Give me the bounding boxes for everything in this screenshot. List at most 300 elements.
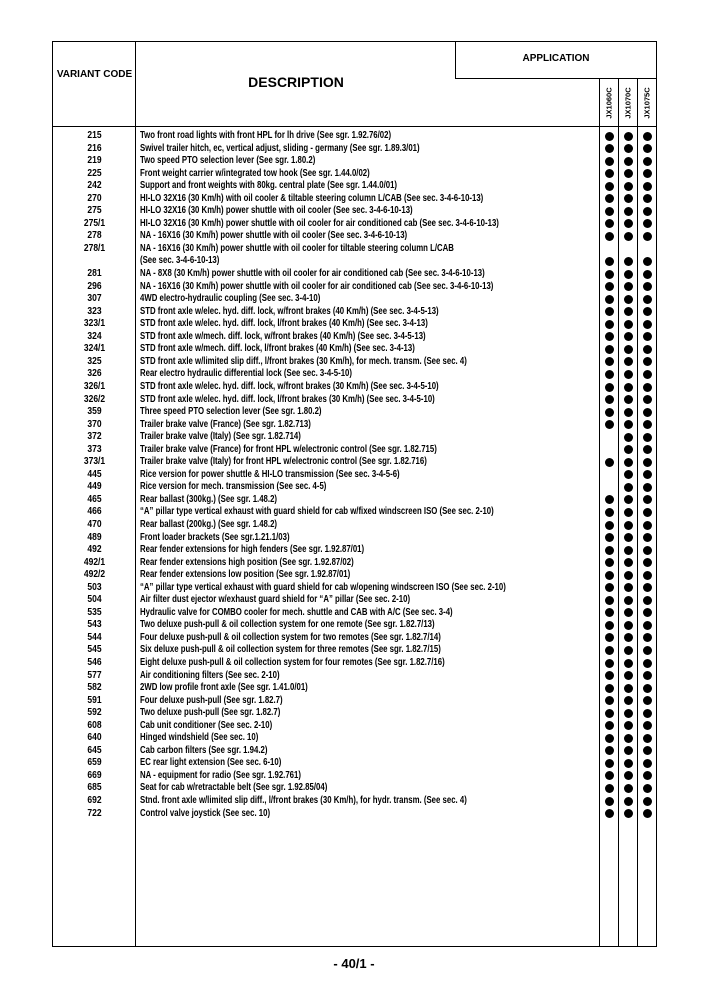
description-text: Support and front weights with 80kg. central plate (See sgr. 1.44.0/01) — [140, 180, 398, 192]
table-row — [53, 168, 658, 181]
table-row — [53, 180, 658, 193]
application-dot-jx1070c — [624, 445, 633, 454]
description-cell — [140, 632, 499, 645]
description-text: Rear electro hydraulic differential lock (See sec. 3-4-5-10) — [140, 368, 352, 380]
table-row — [53, 456, 658, 469]
application-dot-jx1075c — [643, 182, 652, 191]
description-cell — [140, 356, 499, 369]
variant-code: 545 — [87, 644, 102, 656]
description-cell — [140, 318, 499, 331]
application-dot-jx1070c — [624, 307, 633, 316]
application-dot-jx1070c — [624, 734, 633, 743]
description-cell — [140, 343, 499, 356]
application-dot-jx1075c — [643, 621, 652, 630]
description-cell — [140, 205, 499, 218]
application-dot-jx1070c — [624, 809, 633, 818]
application-dot-jx1070c — [624, 633, 633, 642]
variant-code: 278/1 — [83, 242, 106, 254]
application-dot-jx1060c — [605, 219, 614, 228]
table-row — [53, 218, 658, 231]
table-row — [53, 808, 658, 821]
description-text: Cab unit conditioner (See sec. 2-10) — [140, 719, 273, 731]
variant-code: 470 — [87, 518, 102, 530]
application-dot-jx1075c — [643, 395, 652, 404]
variant-code: 489 — [87, 531, 102, 543]
application-dot-jx1075c — [643, 709, 652, 718]
variant-code: 225 — [87, 167, 102, 179]
application-dot-jx1075c — [643, 433, 652, 442]
application-dot-jx1075c — [643, 558, 652, 567]
application-dot-jx1075c — [643, 169, 652, 178]
table-row — [53, 770, 658, 783]
description-cell — [140, 180, 499, 193]
description-cell — [140, 607, 499, 620]
application-dot-jx1075c — [643, 608, 652, 617]
description-text: NA - 16X16 (30 Km/h) power shuttle with oil cooler for tiltable steering column L/CAB — [140, 242, 454, 254]
application-dot-jx1070c — [624, 771, 633, 780]
application-dot-jx1075c — [643, 746, 652, 755]
application-dot-jx1060c — [605, 633, 614, 642]
variant-code-header: VARIANT CODE — [56, 69, 133, 80]
table-row — [53, 582, 658, 595]
application-dot-jx1075c — [643, 571, 652, 580]
variant-code: 504 — [87, 594, 102, 606]
description-text: Rear fender extensions for high fenders (See sgr. 1.92.87/01) — [140, 544, 365, 556]
application-dot-jx1070c — [624, 232, 633, 241]
application-dot-jx1075c — [643, 282, 652, 291]
application-dot-jx1075c — [643, 232, 652, 241]
application-dot-jx1075c — [643, 357, 652, 366]
table-row — [53, 343, 658, 356]
description-text: HI-LO 32X16 (30 Km/h) power shuttle with oil cooler for air conditioned cab (See sec. 3-4-6-10-13) — [140, 217, 499, 229]
variant-code: 270 — [87, 192, 102, 204]
application-dot-jx1070c — [624, 495, 633, 504]
description-cell — [140, 381, 499, 394]
description-text: Stnd. front axle w/limited slip diff., l/front brakes (30 Km/h), for hydr. transm. (See sec. 4) — [140, 795, 467, 806]
table-row — [53, 318, 658, 331]
table-row — [53, 356, 658, 369]
application-dot-jx1070c — [624, 169, 633, 178]
application-dot-jx1070c — [624, 709, 633, 718]
description-cell — [140, 795, 499, 808]
description-cell — [140, 557, 499, 570]
variant-code: 608 — [87, 719, 102, 731]
application-dot-jx1075c — [643, 345, 652, 354]
application-dot-jx1070c — [624, 282, 633, 291]
application-header: APPLICATION — [522, 53, 590, 64]
description-cell — [140, 431, 499, 444]
description-text: Trailer brake valve (Italy) (See sgr. 1.82.714) — [140, 431, 301, 443]
variant-code: 546 — [87, 656, 102, 668]
application-dot-jx1070c — [624, 458, 633, 467]
description-cell — [140, 770, 499, 783]
application-dot-jx1075c — [643, 370, 652, 379]
table-row — [53, 682, 658, 695]
description-cell — [140, 243, 499, 268]
application-dot-jx1070c — [624, 621, 633, 630]
variant-code: 492/2 — [83, 569, 106, 581]
description-cell — [140, 682, 499, 695]
application-dot-jx1075c — [643, 696, 652, 705]
description-cell — [140, 394, 499, 407]
variant-code: 372 — [87, 431, 102, 443]
description-text: STD front axle w/elec. hyd. diff. lock, l/front brakes (40 Km/h) (See sec. 3-4-13) — [140, 318, 428, 330]
description-cell — [140, 130, 499, 143]
application-dot-jx1060c — [605, 546, 614, 555]
table-row — [53, 368, 658, 381]
application-dot-jx1070c — [624, 784, 633, 793]
table-row — [53, 757, 658, 770]
description-text: Rear fender extensions high position (See sgr. 1.92.87/02) — [140, 556, 354, 568]
application-dot-jx1075c — [643, 596, 652, 605]
application-dot-jx1060c — [605, 746, 614, 755]
variant-code: 324/1 — [83, 343, 106, 355]
application-dot-jx1075c — [643, 383, 652, 392]
description-text: EC rear light extension (See sec. 6-10) — [140, 757, 282, 769]
table-row — [53, 795, 658, 808]
application-dot-jx1060c — [605, 784, 614, 793]
application-dot-jx1060c — [605, 659, 614, 668]
application-dot-jx1075c — [643, 721, 652, 730]
application-dot-jx1060c — [605, 508, 614, 517]
variant-code: 669 — [87, 769, 102, 781]
application-dot-jx1060c — [605, 571, 614, 580]
table-row — [53, 381, 658, 394]
description-text: “A” pillar type vertical exhaust with guard shield for cab w/opening windscreen ISO (See sec. 2-10) — [140, 581, 506, 593]
application-dot-jx1070c — [624, 571, 633, 580]
application-dot-jx1070c — [624, 583, 633, 592]
application-dot-jx1060c — [605, 721, 614, 730]
application-dot-jx1060c — [605, 345, 614, 354]
application-dot-jx1060c — [605, 759, 614, 768]
header-separator — [53, 126, 657, 127]
application-dot-jx1060c — [605, 169, 614, 178]
table-row — [53, 469, 658, 482]
description-cell — [140, 732, 499, 745]
variant-code: 543 — [87, 619, 102, 631]
description-text: 2WD low profile front axle (See sgr. 1.41.0/01) — [140, 682, 308, 694]
variant-code: 492 — [87, 544, 102, 556]
table-row — [53, 632, 658, 645]
description-cell — [140, 745, 499, 758]
application-dot-jx1060c — [605, 583, 614, 592]
application-dot-jx1060c — [605, 621, 614, 630]
application-dot-jx1075c — [643, 257, 652, 266]
description-cell — [140, 469, 499, 482]
description-cell — [140, 193, 499, 206]
description-cell — [140, 644, 499, 657]
description-text: Trailer brake valve (France) (See sgr. 1.82.713) — [140, 418, 311, 430]
description-cell — [140, 532, 499, 545]
table-row — [53, 143, 658, 156]
application-dot-jx1070c — [624, 696, 633, 705]
table-row — [53, 619, 658, 632]
description-text: Rear ballast (300kg.) (See sgr. 1.48.2) — [140, 493, 278, 505]
variant-code: 281 — [87, 268, 102, 280]
application-dot-jx1075c — [643, 132, 652, 141]
application-dot-jx1060c — [605, 671, 614, 680]
table-row — [53, 519, 658, 532]
variant-code: 215 — [87, 130, 102, 141]
description-text: STD front axle w/limited slip diff., l/front brakes (30 Km/h), for mech. transm. (See sec. 4) — [140, 355, 467, 367]
description-cell — [140, 720, 499, 733]
application-dot-jx1060c — [605, 370, 614, 379]
table-row — [53, 569, 658, 582]
description-cell — [140, 406, 499, 419]
description-cell — [140, 757, 499, 770]
variant-code: 449 — [87, 481, 102, 493]
application-dot-jx1075c — [643, 470, 652, 479]
table-row — [53, 557, 658, 570]
application-dot-jx1070c — [624, 596, 633, 605]
application-header-underline — [455, 78, 657, 79]
application-dot-jx1060c — [605, 533, 614, 542]
description-text: Two speed PTO selection lever (See sgr. 1.80.2) — [140, 155, 316, 167]
application-dot-jx1075c — [643, 671, 652, 680]
application-dot-jx1075c — [643, 483, 652, 492]
table-row — [53, 657, 658, 670]
variant-code: 323/1 — [83, 318, 106, 330]
table-row — [53, 406, 658, 419]
application-dot-jx1075c — [643, 320, 652, 329]
table-row — [53, 281, 658, 294]
application-dot-jx1070c — [624, 433, 633, 442]
model-header-1: JX1060C — [604, 87, 614, 119]
variant-code: 296 — [87, 280, 102, 292]
application-dot-jx1075c — [643, 684, 652, 693]
description-text: Trailer brake valve (France) for front HPL w/electronic control (See sgr. 1.82.715) — [140, 443, 437, 455]
table-row — [53, 732, 658, 745]
application-dot-jx1060c — [605, 646, 614, 655]
application-dot-jx1070c — [624, 546, 633, 555]
application-dot-jx1070c — [624, 207, 633, 216]
table-row — [53, 205, 658, 218]
application-dot-jx1060c — [605, 420, 614, 429]
application-dot-jx1070c — [624, 395, 633, 404]
application-dot-jx1070c — [624, 521, 633, 530]
description-header: DESCRIPTION — [248, 74, 344, 90]
application-dot-jx1060c — [605, 157, 614, 166]
table-row — [53, 193, 658, 206]
application-dot-jx1070c — [624, 194, 633, 203]
application-dot-jx1060c — [605, 182, 614, 191]
application-dot-jx1075c — [643, 194, 652, 203]
application-dot-jx1070c — [624, 320, 633, 329]
description-cell — [140, 331, 499, 344]
application-dot-jx1070c — [624, 370, 633, 379]
application-dot-jx1060c — [605, 282, 614, 291]
description-text: Rice version for power shuttle & HI-LO transmission (See sec. 3-4-5-6) — [140, 468, 400, 480]
application-dot-jx1075c — [643, 533, 652, 542]
description-text: Two deluxe push-pull (See sgr. 1.82.7) — [140, 707, 281, 719]
description-cell — [140, 368, 499, 381]
table-row — [53, 494, 658, 507]
description-cell — [140, 519, 499, 532]
table-row — [53, 506, 658, 519]
application-dot-jx1060c — [605, 320, 614, 329]
application-dot-jx1075c — [643, 508, 652, 517]
application-dot-jx1075c — [643, 771, 652, 780]
application-dot-jx1060c — [605, 132, 614, 141]
description-cell — [140, 456, 499, 469]
description-text: Rice version for mech. transmission (See sec. 4-5) — [140, 481, 327, 493]
application-dot-jx1075c — [643, 445, 652, 454]
table-row — [53, 155, 658, 168]
description-cell — [140, 444, 499, 457]
application-dot-jx1075c — [643, 157, 652, 166]
table-row — [53, 306, 658, 319]
variant-code: 323 — [87, 305, 102, 317]
description-cell — [140, 619, 499, 632]
application-dot-jx1075c — [643, 583, 652, 592]
description-cell — [140, 281, 499, 294]
variant-code: 359 — [87, 406, 102, 418]
application-dot-jx1075c — [643, 734, 652, 743]
application-dot-jx1060c — [605, 608, 614, 617]
description-text: Six deluxe push-pull & oil collection system for three remotes (See sgr. 1.82.7/15) — [140, 644, 441, 656]
application-dot-jx1070c — [624, 684, 633, 693]
description-text: “A” pillar type vertical exhaust with guard shield for cab w/fixed windscreen ISO (See sec. 2-10) — [140, 506, 494, 518]
description-cell — [140, 293, 499, 306]
application-dot-jx1070c — [624, 132, 633, 141]
application-dot-jx1060c — [605, 395, 614, 404]
model-header-2: JX1070C — [623, 87, 633, 119]
application-dot-jx1075c — [643, 295, 652, 304]
description-cell — [140, 594, 499, 607]
application-dot-jx1060c — [605, 307, 614, 316]
description-text: Two front road lights with front HPL for lh drive (See sgr. 1.92.76/02) — [140, 130, 392, 141]
variant-code: 492/1 — [83, 556, 106, 568]
variant-code: 325 — [87, 355, 102, 367]
variant-code: 591 — [87, 694, 102, 706]
variant-code: 722 — [87, 807, 102, 819]
application-table — [52, 41, 657, 947]
table-row — [53, 431, 658, 444]
variant-code: 685 — [87, 782, 102, 794]
application-dot-jx1060c — [605, 207, 614, 216]
description-text: Three speed PTO selection lever (See sgr. 1.80.2) — [140, 406, 322, 418]
description-cell — [140, 670, 499, 683]
variant-code: 373 — [87, 443, 102, 455]
variant-code: 592 — [87, 707, 102, 719]
variant-code: 324 — [87, 330, 102, 342]
description-text: Four deluxe push-pull & oil collection system for two remotes (See sgr. 1.82.7/14) — [140, 631, 441, 643]
application-dot-jx1070c — [624, 508, 633, 517]
variant-code: 544 — [87, 631, 102, 643]
application-dot-jx1075c — [643, 659, 652, 668]
description-text: NA - 8X8 (30 Km/h) power shuttle with oil cooler for air conditioned cab (See sec. 3-4-6-10-13) — [140, 268, 485, 280]
description-text: Air conditioning filters (See sec. 2-10) — [140, 669, 280, 681]
variant-code: 640 — [87, 732, 102, 744]
table-row — [53, 670, 658, 683]
table-row — [53, 745, 658, 758]
table-body — [53, 130, 658, 820]
application-dot-jx1060c — [605, 709, 614, 718]
application-dot-jx1070c — [624, 383, 633, 392]
description-cell — [140, 808, 499, 821]
variant-code: 275/1 — [83, 217, 106, 229]
description-cell — [140, 657, 499, 670]
application-dot-jx1060c — [605, 257, 614, 266]
variant-code: 582 — [87, 682, 102, 694]
application-dot-jx1070c — [624, 721, 633, 730]
table-row — [53, 444, 658, 457]
table-row — [53, 720, 658, 733]
description-text: Control valve joystick (See sec. 10) — [140, 807, 271, 819]
description-text: STD front axle w/mech. diff. lock, w/front brakes (40 Km/h) (See sec. 3-4-5-13) — [140, 330, 426, 342]
variant-code: 216 — [87, 142, 102, 154]
description-text: STD front axle w/mech. diff. lock, l/front brakes (40 Km/h) (See sec. 3-4-13) — [140, 343, 415, 355]
application-dot-jx1060c — [605, 696, 614, 705]
application-dot-jx1070c — [624, 608, 633, 617]
description-text: Two deluxe push-pull & oil collection system for one remote (See sgr. 1.82.7/13) — [140, 619, 435, 631]
variant-code: 326/2 — [83, 393, 106, 405]
variant-code: 278 — [87, 230, 102, 242]
application-dot-jx1060c — [605, 144, 614, 153]
description-text: Eight deluxe push-pull & oil collection system for four remotes (See sgr. 1.82.7/16) — [140, 656, 445, 668]
description-text: Hydraulic valve for COMBO cooler for mech. shuttle and CAB with A/C (See sec. 3-4) — [140, 606, 453, 618]
description-cell — [140, 506, 499, 519]
variant-code: 692 — [87, 795, 102, 806]
application-dot-jx1070c — [624, 219, 633, 228]
application-dot-jx1075c — [643, 144, 652, 153]
description-cell — [140, 268, 499, 281]
variant-code: 645 — [87, 744, 102, 756]
application-dot-jx1060c — [605, 232, 614, 241]
application-dot-jx1075c — [643, 809, 652, 818]
variant-code: 275 — [87, 205, 102, 217]
description-text: Hinged windshield (See sec. 10) — [140, 732, 259, 744]
application-dot-jx1070c — [624, 270, 633, 279]
table-row — [53, 394, 658, 407]
variant-code: 445 — [87, 468, 102, 480]
application-dot-jx1070c — [624, 332, 633, 341]
application-dot-jx1070c — [624, 671, 633, 680]
description-cell — [140, 218, 499, 231]
application-dot-jx1070c — [624, 659, 633, 668]
variant-code: 535 — [87, 606, 102, 618]
description-cell — [140, 143, 499, 156]
application-dot-jx1060c — [605, 332, 614, 341]
application-dot-jx1075c — [643, 458, 652, 467]
page-number: - 40/1 - — [333, 956, 375, 971]
application-dot-jx1070c — [624, 257, 633, 266]
description-cell — [140, 306, 499, 319]
table-row — [53, 331, 658, 344]
description-cell — [140, 695, 499, 708]
application-dot-jx1060c — [605, 408, 614, 417]
application-dot-jx1070c — [624, 157, 633, 166]
application-dot-jx1070c — [624, 533, 633, 542]
application-dot-jx1060c — [605, 357, 614, 366]
variant-code: 326/1 — [83, 380, 106, 392]
application-dot-jx1075c — [643, 219, 652, 228]
variant-code: 326 — [87, 368, 102, 380]
variant-code: 577 — [87, 669, 102, 681]
application-dot-jx1070c — [624, 345, 633, 354]
description-cell — [140, 168, 499, 181]
description-text: Trailer brake valve (Italy) for front HPL w/electronic control (See sgr. 1.82.716) — [140, 456, 427, 468]
table-row — [53, 607, 658, 620]
description-text: Rear fender extensions low position (See sgr. 1.92.87/01) — [140, 569, 351, 581]
application-dot-jx1060c — [605, 194, 614, 203]
application-dot-jx1070c — [624, 182, 633, 191]
variant-code: 219 — [87, 155, 102, 167]
application-dot-jx1070c — [624, 357, 633, 366]
variant-code: 373/1 — [83, 456, 106, 468]
table-row — [53, 230, 658, 243]
description-text: NA - 16X16 (30 Km/h) power shuttle with oil cooler for air conditioned cab (See sec. 3-4-6-10-13) — [140, 280, 494, 292]
